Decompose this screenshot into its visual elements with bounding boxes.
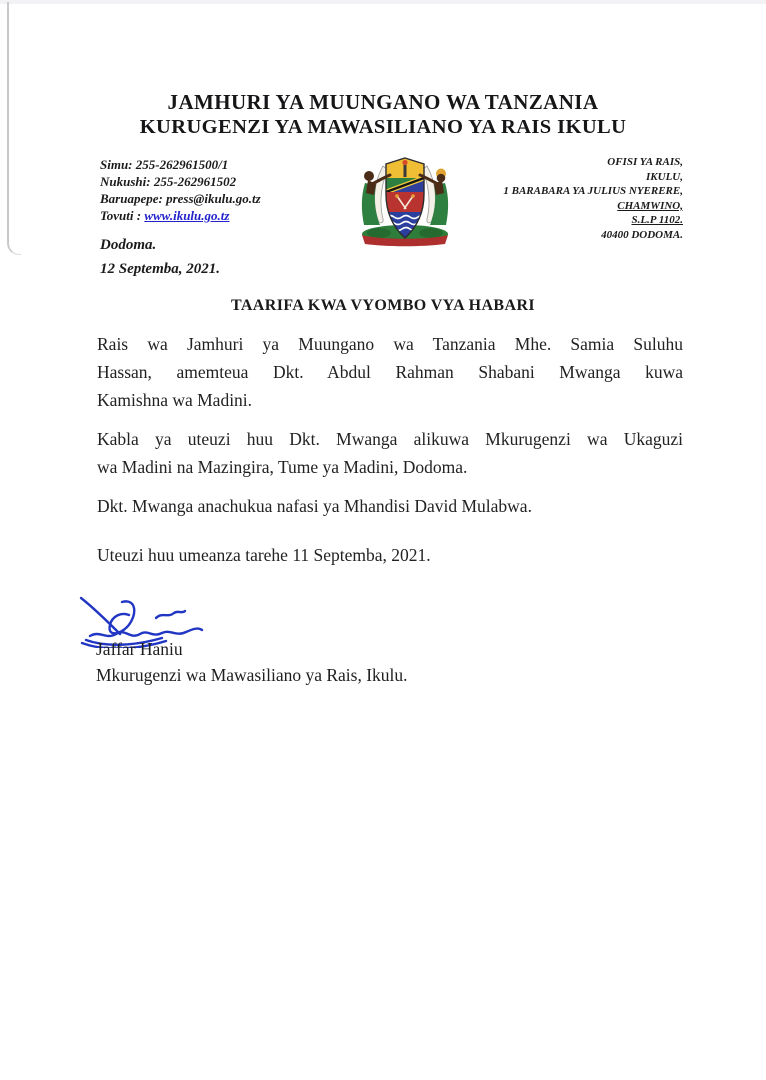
- letterhead-title-line2: KURUGENZI YA MAWASILIANO YA RAIS IKULU: [139, 116, 627, 138]
- website-link[interactable]: www.ikulu.go.tz: [144, 208, 230, 223]
- contact-website-line: [100, 207, 261, 224]
- place-line: Dodoma.: [100, 237, 157, 253]
- address-line: S.L.P 1102.: [631, 214, 683, 226]
- letterhead-title-line1: JAMHURI YA MUUNGANO WA TANZANIA: [167, 90, 599, 114]
- paragraph-1: [97, 330, 683, 414]
- contact-block: [100, 156, 261, 224]
- contact-email: Baruapepe: press@ikulu.go.tz: [100, 191, 261, 206]
- paragraph-line: Kabla ya uteuzi huu Dkt. Mwanga alikuwa Mkurugenzi wa Ukaguzi: [97, 429, 683, 449]
- address-line: OFISI YA RAIS,: [607, 156, 683, 168]
- signatory-title: Mkurugenzi wa Mawasiliano ya Rais, Ikulu.: [96, 665, 408, 685]
- paragraph-3: [97, 492, 683, 520]
- paragraph-line: Hassan, amemteua Dkt. Abdul Rahman Shabani Mwanga kuwa: [97, 362, 683, 382]
- date-line: 12 Septemba, 2021.: [100, 261, 220, 277]
- press-release-title: TAARIFA KWA VYOMBO VYA HABARI: [230, 297, 536, 314]
- address-line: 40400 DODOMA.: [601, 228, 683, 241]
- paragraph-2: [97, 425, 683, 481]
- scan-edge-top: [0, 0, 766, 4]
- paragraph-line: Uteuzi huu umeanza tarehe 11 Septemba, 2021.: [97, 545, 431, 565]
- paragraph-line: Kamishna wa Madini.: [97, 390, 253, 410]
- contact-phone: Simu: 255-262961500/1: [100, 157, 229, 172]
- website-label: Tovuti :: [100, 208, 142, 223]
- address-line: CHAMWINO,: [617, 199, 683, 212]
- address-line: IKULU,: [646, 170, 683, 183]
- contact-fax: Nukushi: 255-262961502: [100, 174, 237, 189]
- tanzania-coat-of-arms-icon: [352, 150, 458, 250]
- address-block: [503, 155, 683, 242]
- paragraph-line: Rais wa Jamhuri ya Muungano wa Tanzania Mhe. Samia Suluhu: [97, 334, 683, 354]
- signatory-name: Jaffar Haniu: [96, 639, 183, 659]
- paragraph-4: [97, 541, 683, 569]
- place-date-block: [100, 237, 220, 278]
- paragraph-line: Dkt. Mwanga anachukua nafasi ya Mhandisi David Mulabwa.: [97, 496, 532, 516]
- address-line: 1 BARABARA YA JULIUS NYERERE,: [503, 185, 683, 197]
- paragraph-line: wa Madini na Mazingira, Tume ya Madini, Dodoma.: [97, 457, 468, 477]
